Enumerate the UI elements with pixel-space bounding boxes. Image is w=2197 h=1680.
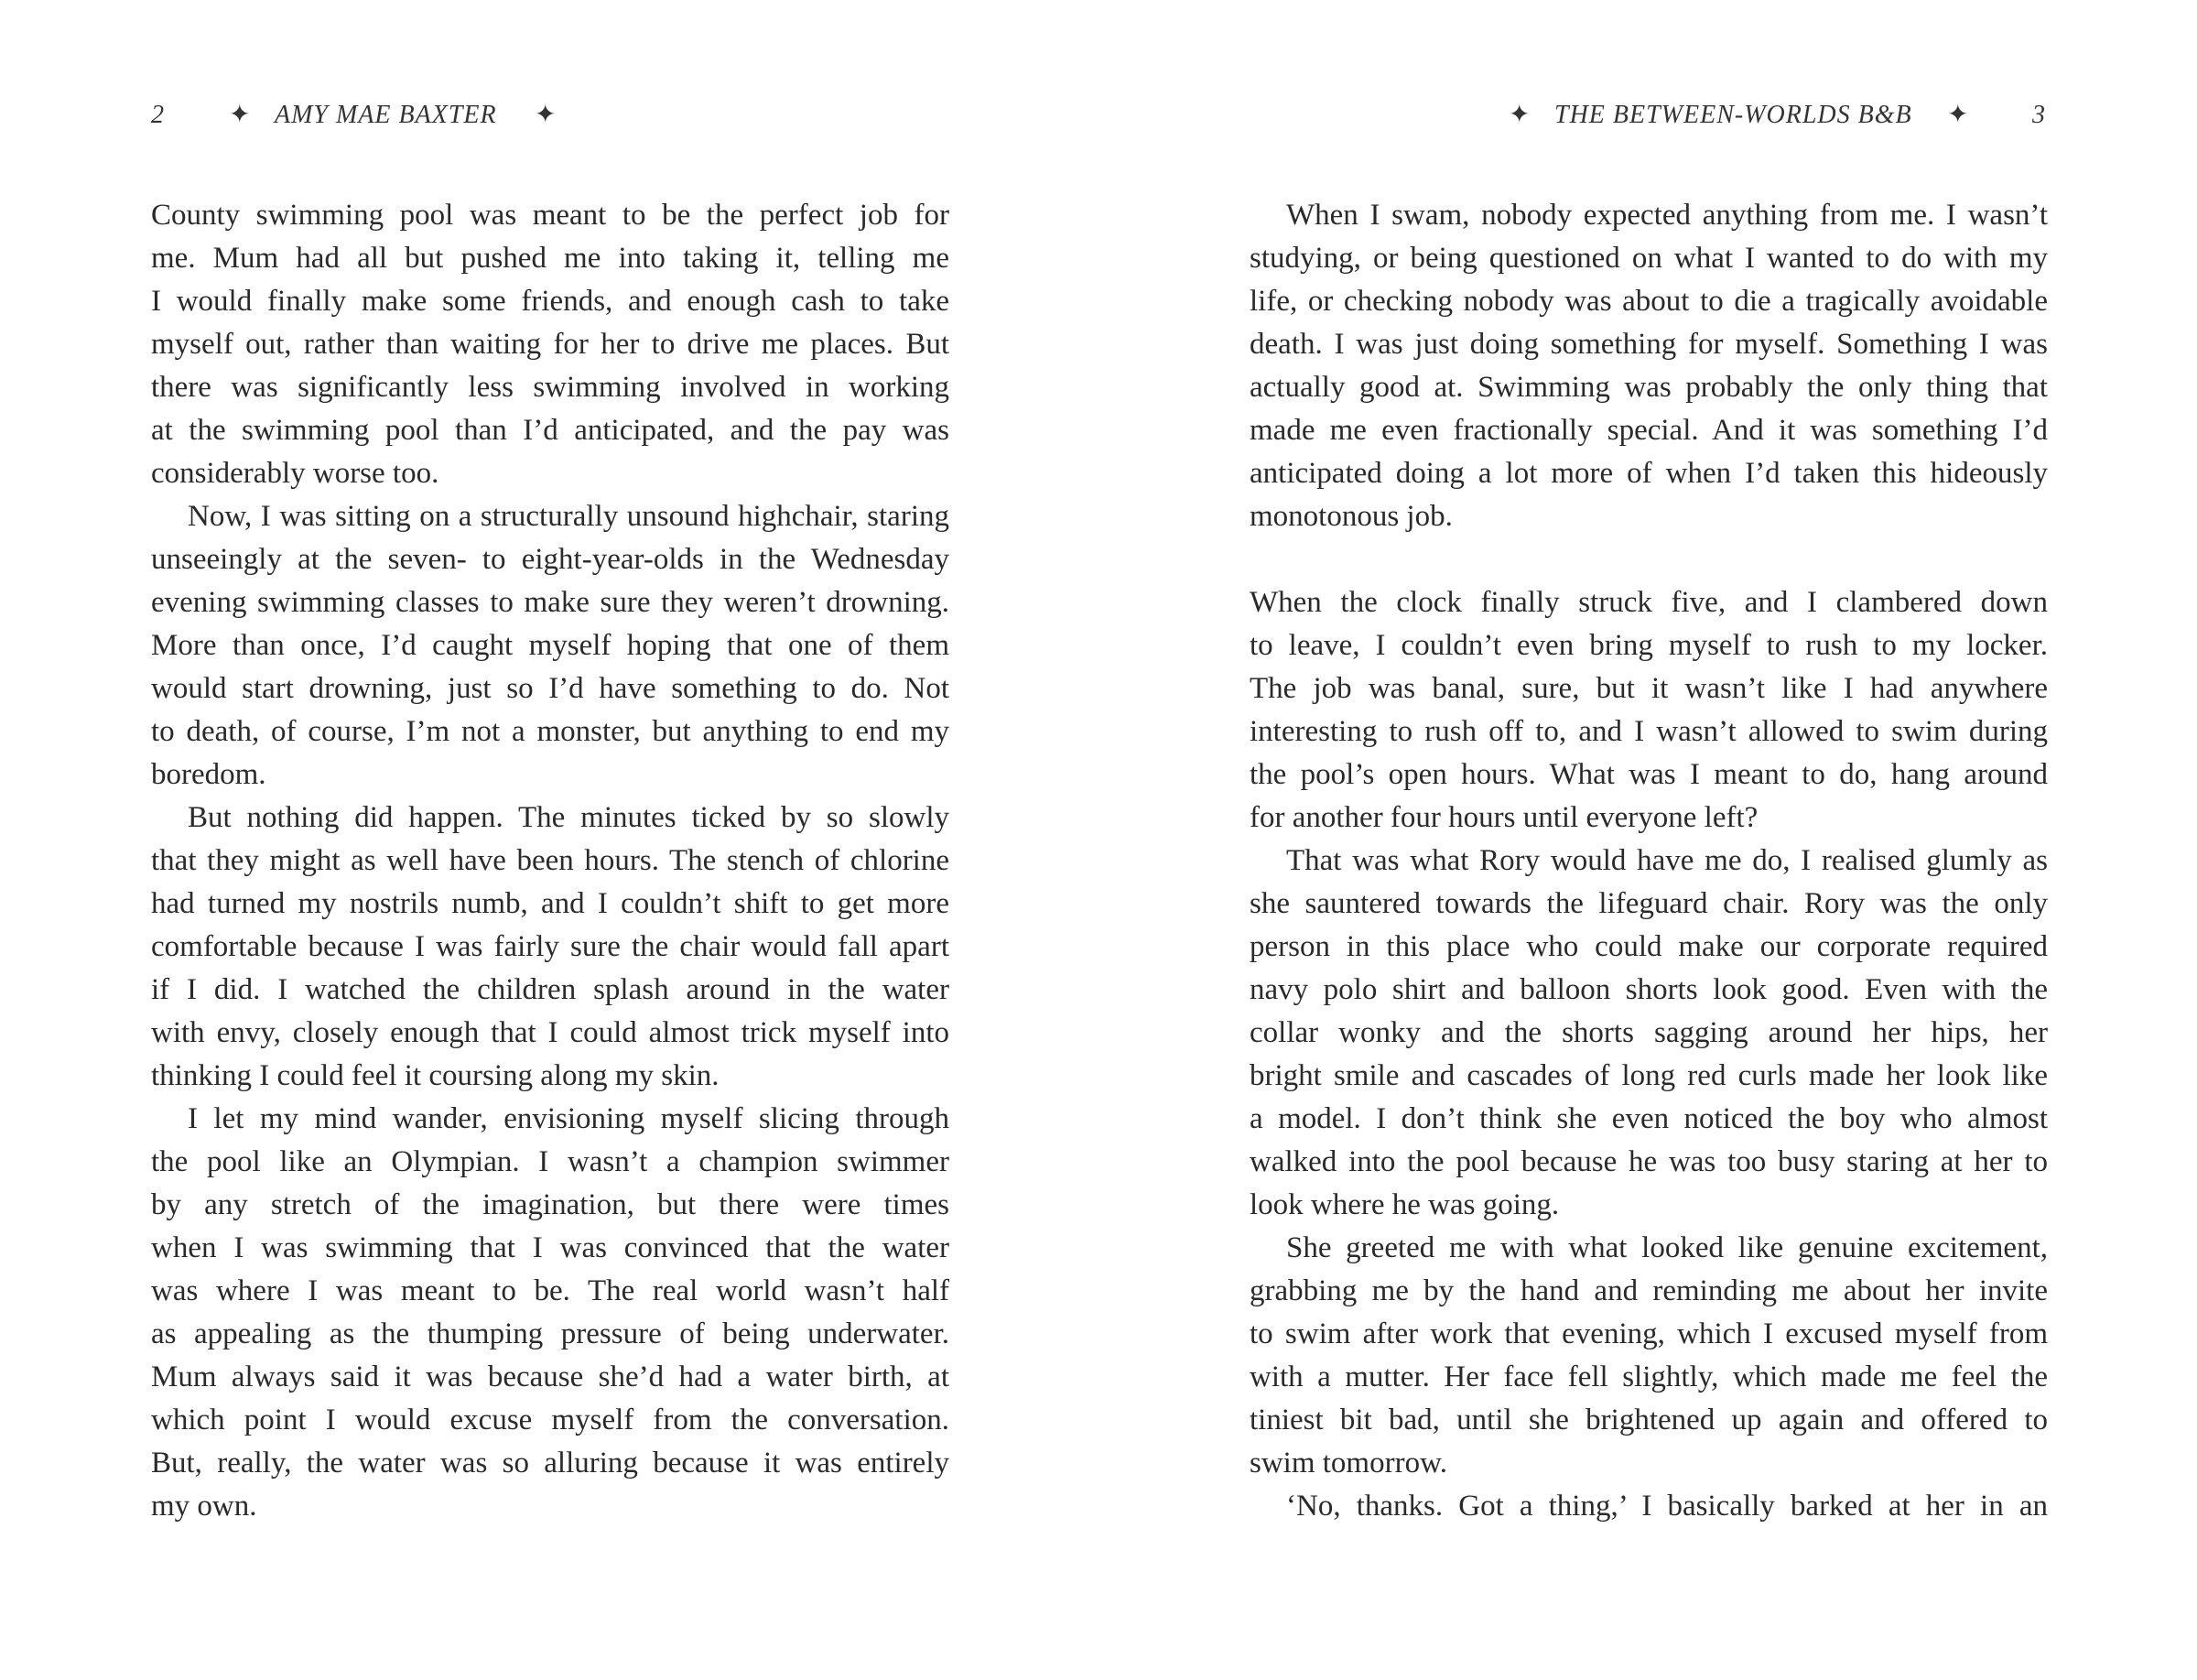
text-line: look where he was going. <box>1250 1188 1560 1221</box>
text-line: person in this place who could make our corporate required <box>1250 930 2048 963</box>
text-line: anticipated doing a lot more of when I’d taken this hideously <box>1250 457 2048 490</box>
text-line: actually good at. Swimming was probably the only thing that <box>1250 371 2048 404</box>
text-line: a model. I don’t think she even noticed the boy who almost <box>1250 1102 2048 1135</box>
text-line: when I was swimming that I was convinced that the water <box>151 1231 949 1264</box>
text-line: But nothing did happen. The minutes ticked by so slowly <box>188 801 949 834</box>
text-line: walked into the pool because he was too busy staring at her to <box>1250 1145 2048 1178</box>
running-head-title: THE BETWEEN-WORLDS B&B <box>1554 101 1912 129</box>
text-line: ‘No, thanks. Got a thing,’ I basically barked at her in an <box>1286 1490 2048 1523</box>
text-line: made me even fractionally special. And it was something I’d <box>1250 414 2048 447</box>
text-line: death. I was just doing something for myself. Something I was <box>1250 328 2048 361</box>
paragraph <box>151 797 949 1098</box>
text-line: thinking I could feel it coursing along my skin. <box>151 1059 720 1092</box>
text-line: But, really, the water was so alluring because it was entirely <box>151 1447 949 1479</box>
text-line: The job was banal, sure, but it wasn’t like I had anywhere <box>1250 672 2048 705</box>
text-line: When I swam, nobody expected anything from me. I wasn’t <box>1286 199 2048 232</box>
text-line: swim tomorrow. <box>1250 1447 1448 1479</box>
text-line: to death, of course, I’m not a monster, but anything to end my <box>151 715 949 748</box>
body-text <box>1250 194 2048 1528</box>
text-line: life, or checking nobody was about to die a tragically avoidable <box>1250 285 2048 318</box>
text-line: my own. <box>151 1490 257 1523</box>
paragraph <box>1250 194 2048 538</box>
running-head-author: AMY MAE BAXTER <box>275 101 497 129</box>
text-line: there was significantly less swimming involved in working <box>151 371 949 404</box>
text-line: she sauntered towards the lifeguard chair. Rory was the only <box>1250 887 2048 920</box>
paragraph <box>151 194 949 495</box>
text-line: evening swimming classes to make sure they weren’t drowning. <box>151 586 949 619</box>
text-line: to swim after work that evening, which I excused myself from <box>1250 1317 2048 1350</box>
text-line: When the clock finally struck five, and I clambered down <box>1250 586 2048 619</box>
star-ornament-icon: ✦ <box>535 101 557 129</box>
star-ornament-icon: ✦ <box>1947 101 1969 129</box>
text-line: unseeingly at the seven- to eight-year-olds in the Wednesday <box>151 543 949 576</box>
text-line: to leave, I couldn’t even bring myself to rush to my locker. <box>1250 629 2048 662</box>
text-line: studying, or being questioned on what I wanted to do with my <box>1250 242 2048 275</box>
paragraph <box>1250 581 2048 840</box>
text-line: boredom. <box>151 758 266 791</box>
body-text <box>151 194 949 1528</box>
text-line: monotonous job. <box>1250 500 1453 533</box>
text-line: if I did. I watched the children splash around in the water <box>151 973 949 1006</box>
text-line: the pool like an Olympian. I wasn’t a champion swimmer <box>151 1145 949 1178</box>
text-line: which point I would excuse myself from the conversation. <box>151 1404 949 1436</box>
text-line: navy polo shirt and balloon shorts look good. Even with the <box>1250 973 2048 1006</box>
paragraph <box>1250 840 2048 1227</box>
paragraph <box>151 495 949 797</box>
text-line: by any stretch of the imagination, but there were times <box>151 1188 949 1221</box>
text-line: More than once, I’d caught myself hoping that one of them <box>151 629 949 662</box>
text-line: with envy, closely enough that I could almost trick myself into <box>151 1016 949 1049</box>
text-line: She greeted me with what looked like genuine excitement, <box>1286 1231 2048 1264</box>
text-line: with a mutter. Her face fell slightly, which made me feel the <box>1250 1360 2048 1393</box>
text-line: bright smile and cascades of long red curls made her look like <box>1250 1059 2048 1092</box>
text-line: considerably worse too. <box>151 457 439 490</box>
text-line: interesting to rush off to, and I wasn’t allowed to swim during <box>1250 715 2048 748</box>
paragraph <box>1250 1485 2048 1528</box>
text-line: that they might as well have been hours. The stench of chlorine <box>151 844 949 877</box>
text-line: for another four hours until everyone left? <box>1250 801 1759 834</box>
text-line: grabbing me by the hand and reminding me about her invite <box>1250 1274 2048 1307</box>
text-line: I would finally make some friends, and enough cash to take <box>151 285 949 318</box>
text-line: me. Mum had all but pushed me into taking it, telling me <box>151 242 949 275</box>
star-ornament-icon: ✦ <box>1509 101 1531 129</box>
page-number: 2 <box>151 101 164 129</box>
text-line: I let my mind wander, envisioning myself slicing through <box>188 1102 949 1135</box>
text-line: tiniest bit bad, until she brightened up again and offered to <box>1250 1404 2048 1436</box>
paragraph <box>1250 1227 2048 1485</box>
text-line: collar wonky and the shorts sagging around her hips, her <box>1250 1016 2048 1049</box>
text-line: County swimming pool was meant to be the perfect job for <box>151 199 949 232</box>
page-number: 3 <box>2032 101 2045 129</box>
text-line: the pool’s open hours. What was I meant to do, hang around <box>1250 758 2048 791</box>
star-ornament-icon: ✦ <box>229 101 251 129</box>
text-line: myself out, rather than waiting for her to drive me places. But <box>151 328 949 361</box>
scene-break <box>1250 538 2048 581</box>
text-line: as appealing as the thumping pressure of being underwater. <box>151 1317 949 1350</box>
text-line: had turned my nostrils numb, and I couldn’t shift to get more <box>151 887 949 920</box>
paragraph <box>151 1098 949 1528</box>
text-line: at the swimming pool than I’d anticipated, and the pay was <box>151 414 949 447</box>
text-line: was where I was meant to be. The real world wasn’t half <box>151 1274 949 1307</box>
text-line: would start drowning, just so I’d have something to do. Not <box>151 672 949 705</box>
text-line: Mum always said it was because she’d had a water birth, at <box>151 1360 949 1393</box>
text-line: comfortable because I was fairly sure the chair would fall apart <box>151 930 949 963</box>
text-line: That was what Rory would have me do, I realised glumly as <box>1286 844 2048 877</box>
text-line: Now, I was sitting on a structurally unsound highchair, staring <box>188 500 949 533</box>
